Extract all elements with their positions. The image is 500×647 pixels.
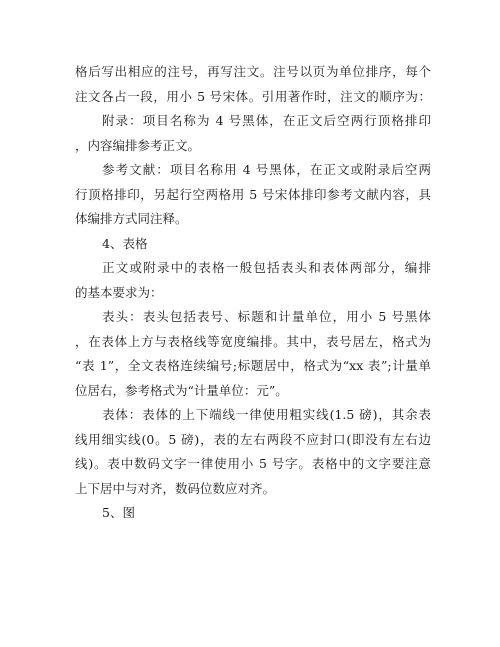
text-line: 线)。表中数码文字一律使用小 5 号字。表格中的文字要注意 (75, 456, 431, 471)
text-line: 注文各占一段，用小 5 号宋体。引用著作时，注文的顺序为： (75, 88, 431, 104)
text-line: 行顶格排印，另起行空两格用 5 号宋体排印参考文献内容，具 (75, 186, 431, 202)
text-line: 格后写出相应的注号，再写注文。注号以页为单位排序，每个 (75, 64, 431, 79)
text-line: “表 1”，全文表格连续编号;标题居中，格式为“xx 表”;计量单 (75, 358, 431, 373)
text-line: ，在表体上方与表格线等宽度编排。其中，表号居左，格式为 (75, 333, 431, 349)
table-header-paragraph-line: 表头：表头包括表号、标题和计量单位，用小 5 号黑体 (102, 309, 431, 324)
text-line: 位居右，参考格式为“计量单位：元”。 (75, 382, 288, 398)
document-body (75, 60, 431, 526)
table-body-paragraph-line: 表体：表体的上下端线一律使用粗实线(1.5 磅)，其余表 (102, 407, 431, 422)
tables-paragraph-line: 正文或附录中的表格一般包括表头和表体两部分，编排 (102, 260, 431, 275)
references-paragraph-line: 参考文献：项目名称用 4 号黑体，在正文或附录后空两 (102, 162, 431, 177)
text-line: 体编排方式同注释。 (75, 211, 188, 226)
text-line: 的基本要求为： (75, 284, 163, 300)
section-heading-tables: 4、表格 (102, 235, 148, 251)
text-line: 上下居中与对齐，数码位数应对齐。 (75, 480, 276, 496)
text-line: ，内容编排参考正文。 (75, 137, 201, 153)
text-line: 线用细实线(0。5 磅)，表的左右两段不应封口(即没有左右边 (75, 431, 431, 447)
section-heading-figures: 5、图 (102, 505, 135, 520)
appendix-paragraph-line: 附录：项目名称为 4 号黑体，在正文后空两行顶格排印 (102, 113, 431, 128)
